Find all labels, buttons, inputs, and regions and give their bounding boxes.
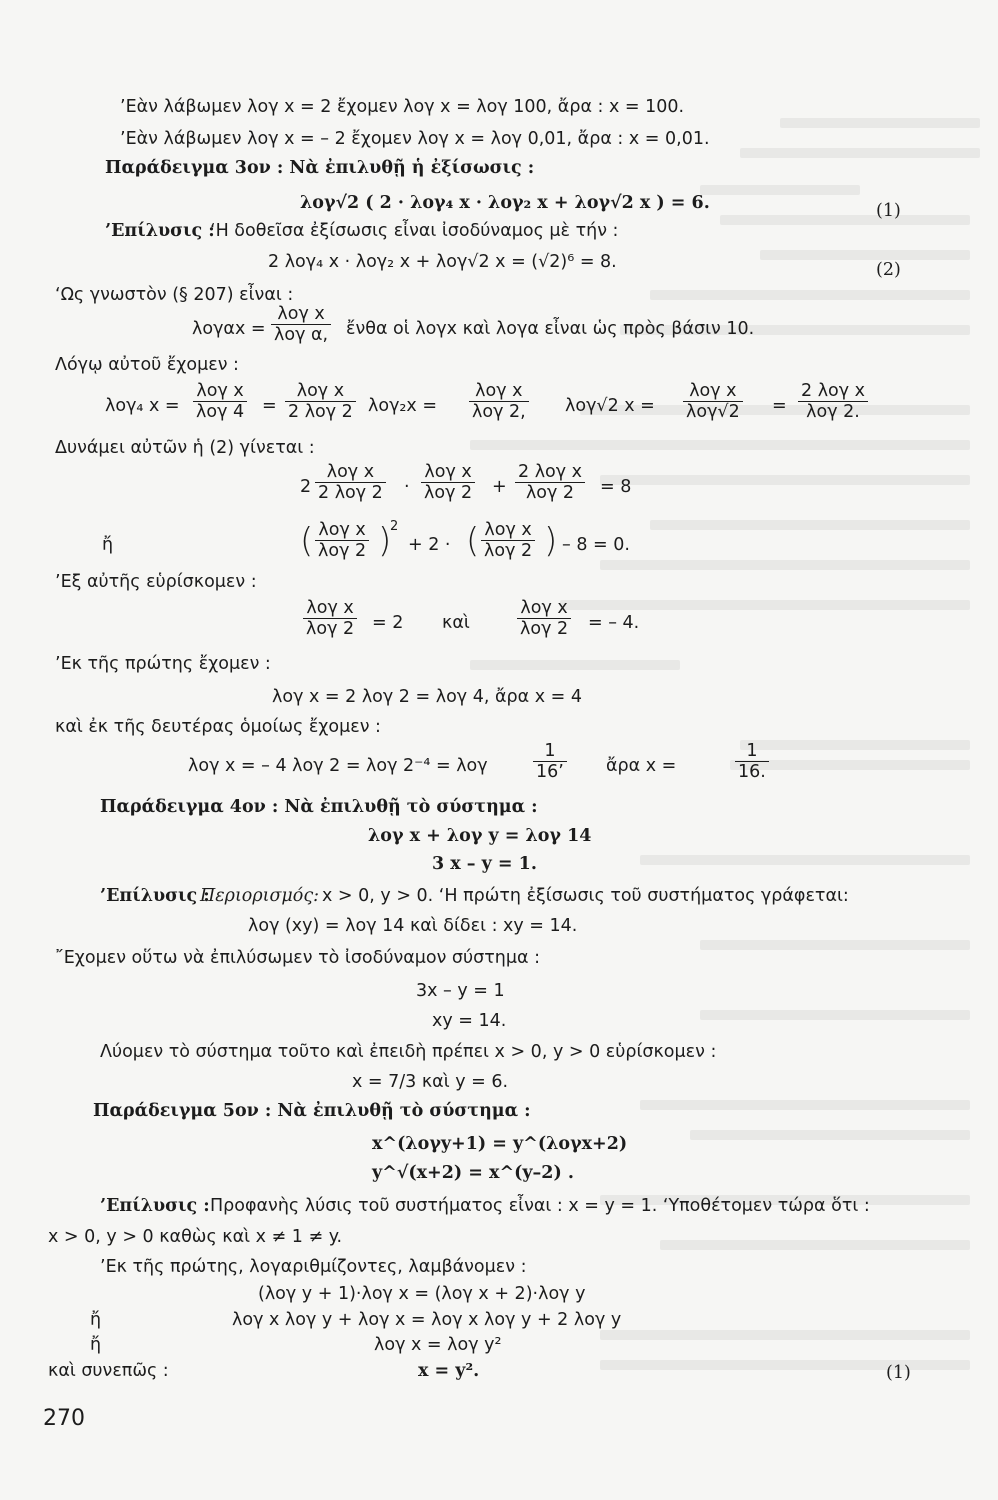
equation: λογ√2 ( 2 · λογ₄ x · λογ₂ x + λογ√2 x ) = 6. <box>300 193 710 213</box>
fraction <box>193 381 247 422</box>
text: Δυνάμει αὐτῶν ἡ (2) γίνεται : <box>55 438 315 458</box>
solution-label: ’Επίλυσις : <box>105 221 215 241</box>
plus-operator: + <box>492 477 507 497</box>
denominator: λογ 2 <box>515 482 585 503</box>
equals: = <box>772 396 787 416</box>
fraction <box>683 381 743 422</box>
solution-label: ’Επίλυσις : <box>100 1196 210 1216</box>
equation: λογ x λογ y + λογ x = λογ x λογ y + 2 λογ y <box>232 1310 622 1330</box>
denominator: 16. <box>735 761 769 782</box>
equation: λογ x + λογ y = λογ 14 <box>368 826 592 846</box>
formula-line <box>0 378 998 428</box>
text: ’Εξ αὐτῆς εὑρίσκομεν : <box>55 572 257 592</box>
denominator: λογ 2 <box>481 540 535 561</box>
fraction <box>303 598 357 639</box>
solution-text: ‘Η δοθεῖσα ἐξίσωσις εἶναι ἰσοδύναμος μὲ τήν : <box>210 221 619 241</box>
example-text: ’Εὰν λάβωμεν λογ x = 2 ἔχομεν λογ x = λογ 100, ἄρα : x = 100. <box>120 97 685 117</box>
numerator: λογ x <box>306 598 354 618</box>
formula-lhs: λογ₂x = <box>368 396 438 416</box>
rhs: = – 4. <box>588 613 640 633</box>
numerator: λογ x <box>296 381 345 401</box>
formula-line <box>0 596 998 646</box>
tail: – 8 = 0. <box>562 535 630 555</box>
formula-lhs: λογ√2 x = <box>565 396 655 416</box>
numerator: λογ x <box>475 381 523 401</box>
text: Λύομεν τὸ σύστημα τοῦτο καὶ ἐπειδὴ πρέπει x > 0, y > 0 εὑρίσκομεν : <box>100 1042 717 1062</box>
numerator: 1 <box>746 741 758 761</box>
denominator: λογ√2 <box>683 401 743 422</box>
denominator: λογ 2. <box>798 401 868 422</box>
numerator: λογ x <box>689 381 737 401</box>
text: ’Εκ τῆς πρώτης, λογαριθμίζοντες, λαμβάνομεν : <box>100 1257 527 1277</box>
text: ῎Εχομεν οὕτω νὰ ἐπιλύσωμεν τὸ ἰσοδύναμον σύστημα : <box>55 948 541 968</box>
numerator: 1 <box>544 741 556 761</box>
text: ’Εκ τῆς πρώτης ἔχομεν : <box>55 654 271 674</box>
equation: y^√(x+2) = x^(y–2) . <box>372 1163 574 1183</box>
numerator: λογ x <box>484 520 532 540</box>
fraction <box>315 462 386 503</box>
numerator: λογ x <box>520 598 568 618</box>
fraction <box>533 741 567 782</box>
example-text: ’Εὰν λάβωμεν λογ x = – 2 ἔχομεν λογ x = λογ 0,01, ἄρα : x = 0,01. <box>120 129 710 149</box>
fraction <box>515 462 585 503</box>
fraction <box>735 741 769 782</box>
equation-number: (2) <box>876 260 901 280</box>
fraction <box>798 381 868 422</box>
fraction <box>517 598 571 639</box>
or-word: ἤ <box>90 1335 102 1355</box>
fraction <box>315 520 369 561</box>
denominator: 2 λογ 2 <box>315 482 386 503</box>
equals-eight: = 8 <box>600 477 632 497</box>
formula-line <box>0 306 998 356</box>
equation: xy = 14. <box>432 1011 507 1031</box>
paren: ) <box>544 521 558 561</box>
exponent: 2 <box>390 519 399 534</box>
equation: x = 7/3 καὶ y = 6. <box>352 1072 509 1092</box>
fraction <box>481 520 535 561</box>
numerator: λογ x <box>326 462 375 482</box>
formula-lhs: λογ₄ x = <box>105 396 180 416</box>
numerator: 2 λογ x <box>801 381 866 401</box>
equation: 2 λογ₄ x · λογ₂ x + λογ√2 x = (√2)⁶ = 8. <box>268 252 617 272</box>
fraction <box>285 381 356 422</box>
equation-number: (1) <box>876 201 901 221</box>
denominator: λογ 2 <box>517 618 571 639</box>
paren: ) <box>378 521 392 561</box>
denominator: λογ 2, <box>469 401 529 422</box>
operator: + 2 · <box>408 535 451 555</box>
equation: (λογ y + 1)·λογ x = (λογ x + 2)·λογ y <box>258 1284 586 1304</box>
equation: x = y². <box>418 1361 480 1381</box>
example-4-title: Παράδειγμα 4ον : Νὰ ἐπιλυθῇ τὸ σύστημα : <box>100 797 538 817</box>
equation: x^(λογy+1) = y^(λογx+2) <box>372 1134 628 1154</box>
denominator: λογ 2 <box>315 540 369 561</box>
equals: = <box>262 396 277 416</box>
equation: λογ x = – 4 λογ 2 = λογ 2⁻⁴ = λογ <box>188 756 488 776</box>
solution-text: x > 0, y > 0. ‘Η πρώτη ἐξίσωσις τοῦ συστήματος γράφεται: <box>322 886 849 906</box>
or-word: ἤ <box>102 535 114 555</box>
text: ‘Ως γνωστὸν (§ 207) εἶναι : <box>55 285 294 305</box>
equation: λογ x = λογ y² <box>374 1335 502 1355</box>
dot-operator: · <box>404 477 410 497</box>
numerator: λογ x <box>424 462 472 482</box>
equation: λογ x = 2 λογ 2 = λογ 4, ἄρα x = 4 <box>272 687 582 707</box>
paren: ( <box>300 521 314 561</box>
denominator: λογ 4 <box>193 401 247 422</box>
equation-number: (1) <box>886 1363 911 1383</box>
formula-text: ἔνθα οἱ λογx καὶ λογα εἶναι ὡς πρὸς βάσιν 10. <box>346 319 755 339</box>
fraction <box>421 462 475 503</box>
fraction <box>469 381 529 422</box>
example-5-title: Παράδειγμα 5ον : Νὰ ἐπιλυθῇ τὸ σύστημα : <box>93 1101 531 1121</box>
restriction-label: Περιορισμός: <box>200 886 320 906</box>
and-word: καὶ <box>442 613 470 633</box>
fraction <box>271 304 331 345</box>
denominator: 2 λογ 2 <box>285 401 356 422</box>
rhs: = 2 <box>372 613 404 633</box>
denominator: 16’ <box>533 761 567 782</box>
denominator: λογ α, <box>271 324 331 345</box>
paren: ( <box>466 521 480 561</box>
denominator: λογ 2 <box>421 482 475 503</box>
text: Λόγῳ αὐτοῦ ἔχομεν : <box>55 355 239 375</box>
formula-line <box>0 738 998 788</box>
solution-text: Προφανὴς λύσις τοῦ συστήματος εἶναι : x = y = 1. ‘Υποθέτομεν τώρα ὅτι : <box>210 1196 870 1216</box>
solution-label: ’Επίλυσις : <box>100 886 210 906</box>
formula-lhs: λογαx = <box>192 319 266 339</box>
text: καὶ ἐκ τῆς δευτέρας ὁμοίως ἔχομεν : <box>55 717 381 737</box>
denominator: λογ 2 <box>303 618 357 639</box>
text: καὶ συνεπῶς : <box>48 1361 169 1381</box>
numerator: λογ x <box>277 304 325 324</box>
text: x > 0, y > 0 καθὼς καὶ x ≠ 1 ≠ y. <box>48 1227 343 1247</box>
example-3-title: Παράδειγμα 3ον : Νὰ ἐπιλυθῇ ἡ ἐξίσωσις : <box>105 158 535 178</box>
numerator: λογ x <box>318 520 366 540</box>
page-number: 270 <box>43 1406 85 1431</box>
equation: 3x – y = 1 <box>416 981 505 1001</box>
formula-line <box>0 518 998 572</box>
coefficient: 2 <box>300 477 312 497</box>
equation: 3 x – y = 1. <box>432 854 537 874</box>
numerator: λογ x <box>196 381 244 401</box>
or-word: ἤ <box>90 1310 102 1330</box>
result-label: ἄρα x = <box>606 756 677 776</box>
formula-line <box>0 462 998 512</box>
equation: λογ (xy) = λογ 14 καὶ δίδει : xy = 14. <box>248 916 578 936</box>
numerator: 2 λογ x <box>518 462 583 482</box>
